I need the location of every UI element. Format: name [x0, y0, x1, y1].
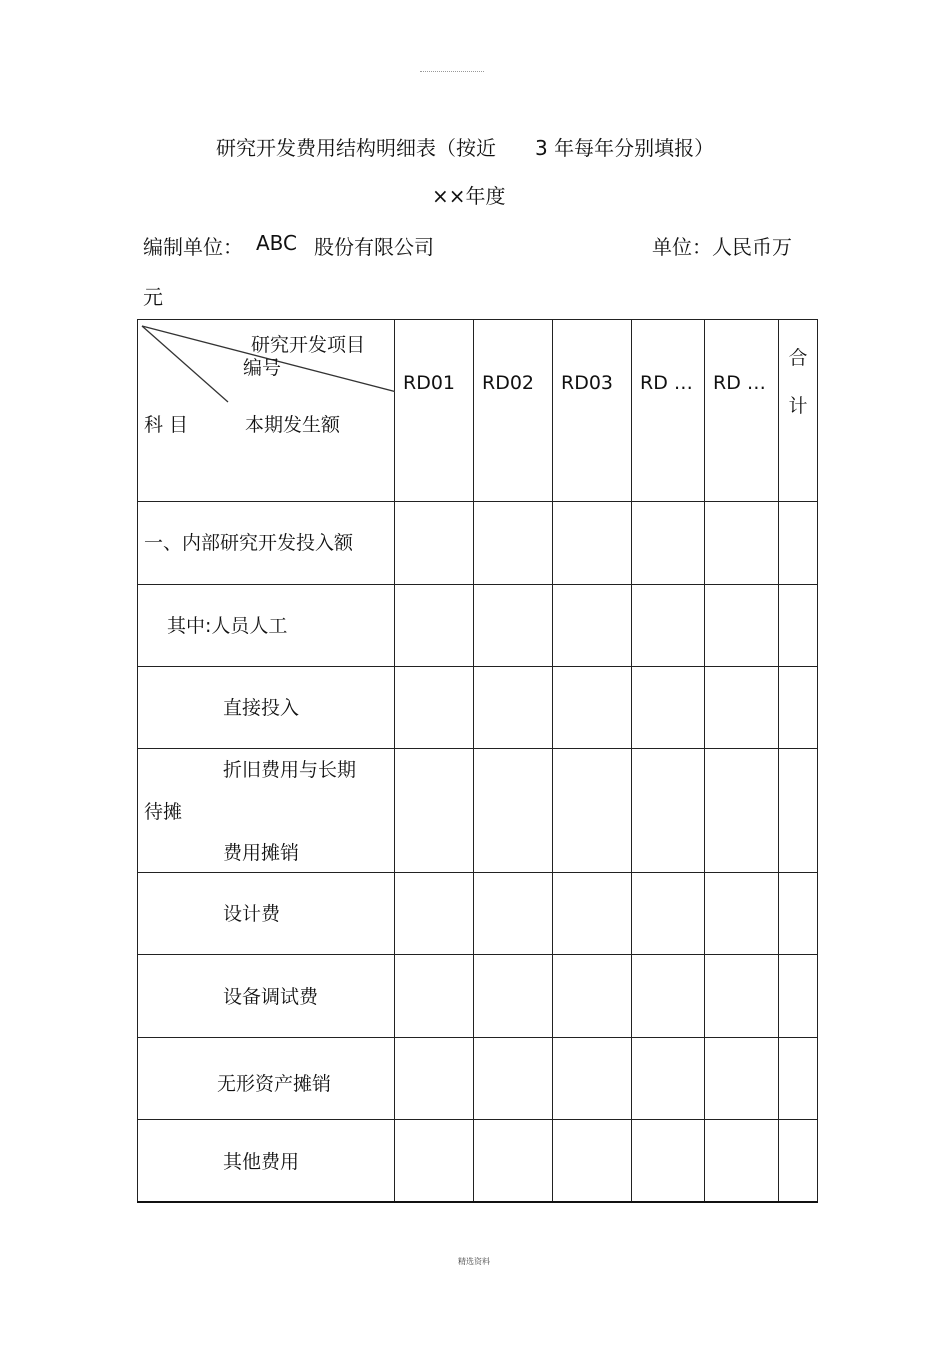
data-cell — [395, 955, 474, 1038]
data-cell — [779, 749, 818, 873]
diagonal-header-cell — [138, 320, 395, 502]
unit-label: 单位：人民币万 — [652, 235, 792, 259]
data-cell — [395, 667, 474, 749]
data-cell — [779, 585, 818, 667]
page-footer: 精选资料 — [458, 1257, 490, 1266]
data-cell — [779, 1120, 818, 1202]
data-cell — [474, 1120, 553, 1202]
data-cell — [474, 502, 553, 585]
data-cell — [553, 749, 632, 873]
column-header-total — [779, 320, 818, 502]
row-label-line-3: 费用摊销 — [223, 842, 300, 864]
data-cell — [553, 955, 632, 1038]
table-row — [138, 955, 818, 1038]
header-top: 研究开发项目 — [251, 334, 366, 356]
data-cell — [474, 1038, 553, 1120]
data-cell — [705, 1120, 779, 1202]
data-cell — [553, 873, 632, 955]
row-label: 设计费 — [223, 903, 281, 925]
row-label-cell — [138, 502, 395, 585]
data-cell — [395, 502, 474, 585]
row-label-cell — [138, 955, 395, 1038]
table-row — [138, 1038, 818, 1120]
data-cell — [705, 873, 779, 955]
total-char-1: 合 — [788, 347, 808, 369]
table-row — [138, 502, 818, 585]
data-cell — [705, 955, 779, 1038]
data-cell — [395, 749, 474, 873]
table-row — [138, 749, 818, 873]
row-label: 直接投入 — [223, 697, 300, 719]
row-label: 无形资产摊销 — [217, 1073, 332, 1095]
data-cell — [632, 955, 705, 1038]
top-dotted-rule — [420, 71, 484, 72]
data-cell — [474, 667, 553, 749]
column-header-rd03: RD03 — [553, 320, 632, 502]
data-cell — [632, 873, 705, 955]
data-cell — [474, 955, 553, 1038]
data-cell — [705, 1038, 779, 1120]
year-label: ××年度 — [432, 184, 506, 208]
data-cell — [632, 1038, 705, 1120]
data-cell — [632, 502, 705, 585]
data-cell — [632, 749, 705, 873]
column-header-rd02: RD02 — [474, 320, 553, 502]
data-cell — [474, 749, 553, 873]
data-cell — [553, 667, 632, 749]
data-cell — [395, 1038, 474, 1120]
total-char-2: 计 — [788, 395, 808, 417]
data-cell — [395, 1120, 474, 1202]
row-label: 一、内部研究开发投入额 — [144, 532, 354, 554]
header-row — [138, 320, 818, 502]
data-cell — [632, 1120, 705, 1202]
row-label-cell — [138, 667, 395, 749]
table-row — [138, 873, 818, 955]
data-cell — [553, 502, 632, 585]
unit-wrap: 元 — [143, 285, 163, 309]
row-label-cell — [138, 749, 395, 873]
table-row — [138, 667, 818, 749]
data-cell — [632, 667, 705, 749]
column-header-rd01: RD01 — [395, 320, 474, 502]
data-cell — [553, 1038, 632, 1120]
data-cell — [395, 585, 474, 667]
column-header-rd-more-1: RD … — [632, 320, 705, 502]
header-subject: 科 目 — [144, 414, 189, 436]
prepared-by-label: 编制单位： — [143, 235, 243, 259]
data-cell — [779, 502, 818, 585]
expense-table — [137, 319, 818, 1203]
data-cell — [779, 955, 818, 1038]
row-label-line-2: 待摊 — [144, 801, 183, 823]
data-cell — [553, 585, 632, 667]
table-row — [138, 1120, 818, 1202]
data-cell — [705, 502, 779, 585]
data-cell — [474, 873, 553, 955]
data-cell — [395, 873, 474, 955]
data-cell — [632, 585, 705, 667]
row-label-line-1: 折旧费用与长期 — [223, 759, 357, 781]
data-cell — [779, 667, 818, 749]
row-label-cell — [138, 1120, 395, 1202]
table-row — [138, 585, 818, 667]
header-amount: 本期发生额 — [245, 414, 341, 436]
data-cell — [705, 585, 779, 667]
data-cell — [705, 749, 779, 873]
row-label: 其他费用 — [223, 1151, 300, 1173]
title-part-1: 研究开发费用结构明细表（按近 — [216, 136, 496, 160]
data-cell — [474, 585, 553, 667]
data-cell — [779, 873, 818, 955]
column-header-rd-more-2: RD … — [705, 320, 779, 502]
company-name: 股份有限公司 — [314, 235, 434, 259]
row-label-cell — [138, 873, 395, 955]
row-label: 其中:人员人工 — [167, 615, 288, 637]
data-cell — [553, 1120, 632, 1202]
row-label-cell — [138, 585, 395, 667]
row-label: 设备调试费 — [223, 986, 319, 1008]
title-part-2: 3 年每年分别填报） — [535, 136, 715, 160]
data-cell — [779, 1038, 818, 1120]
row-label-cell — [138, 1038, 395, 1120]
data-cell — [705, 667, 779, 749]
company-abbr: ABC — [256, 231, 298, 255]
header-code: 编号 — [243, 357, 282, 379]
